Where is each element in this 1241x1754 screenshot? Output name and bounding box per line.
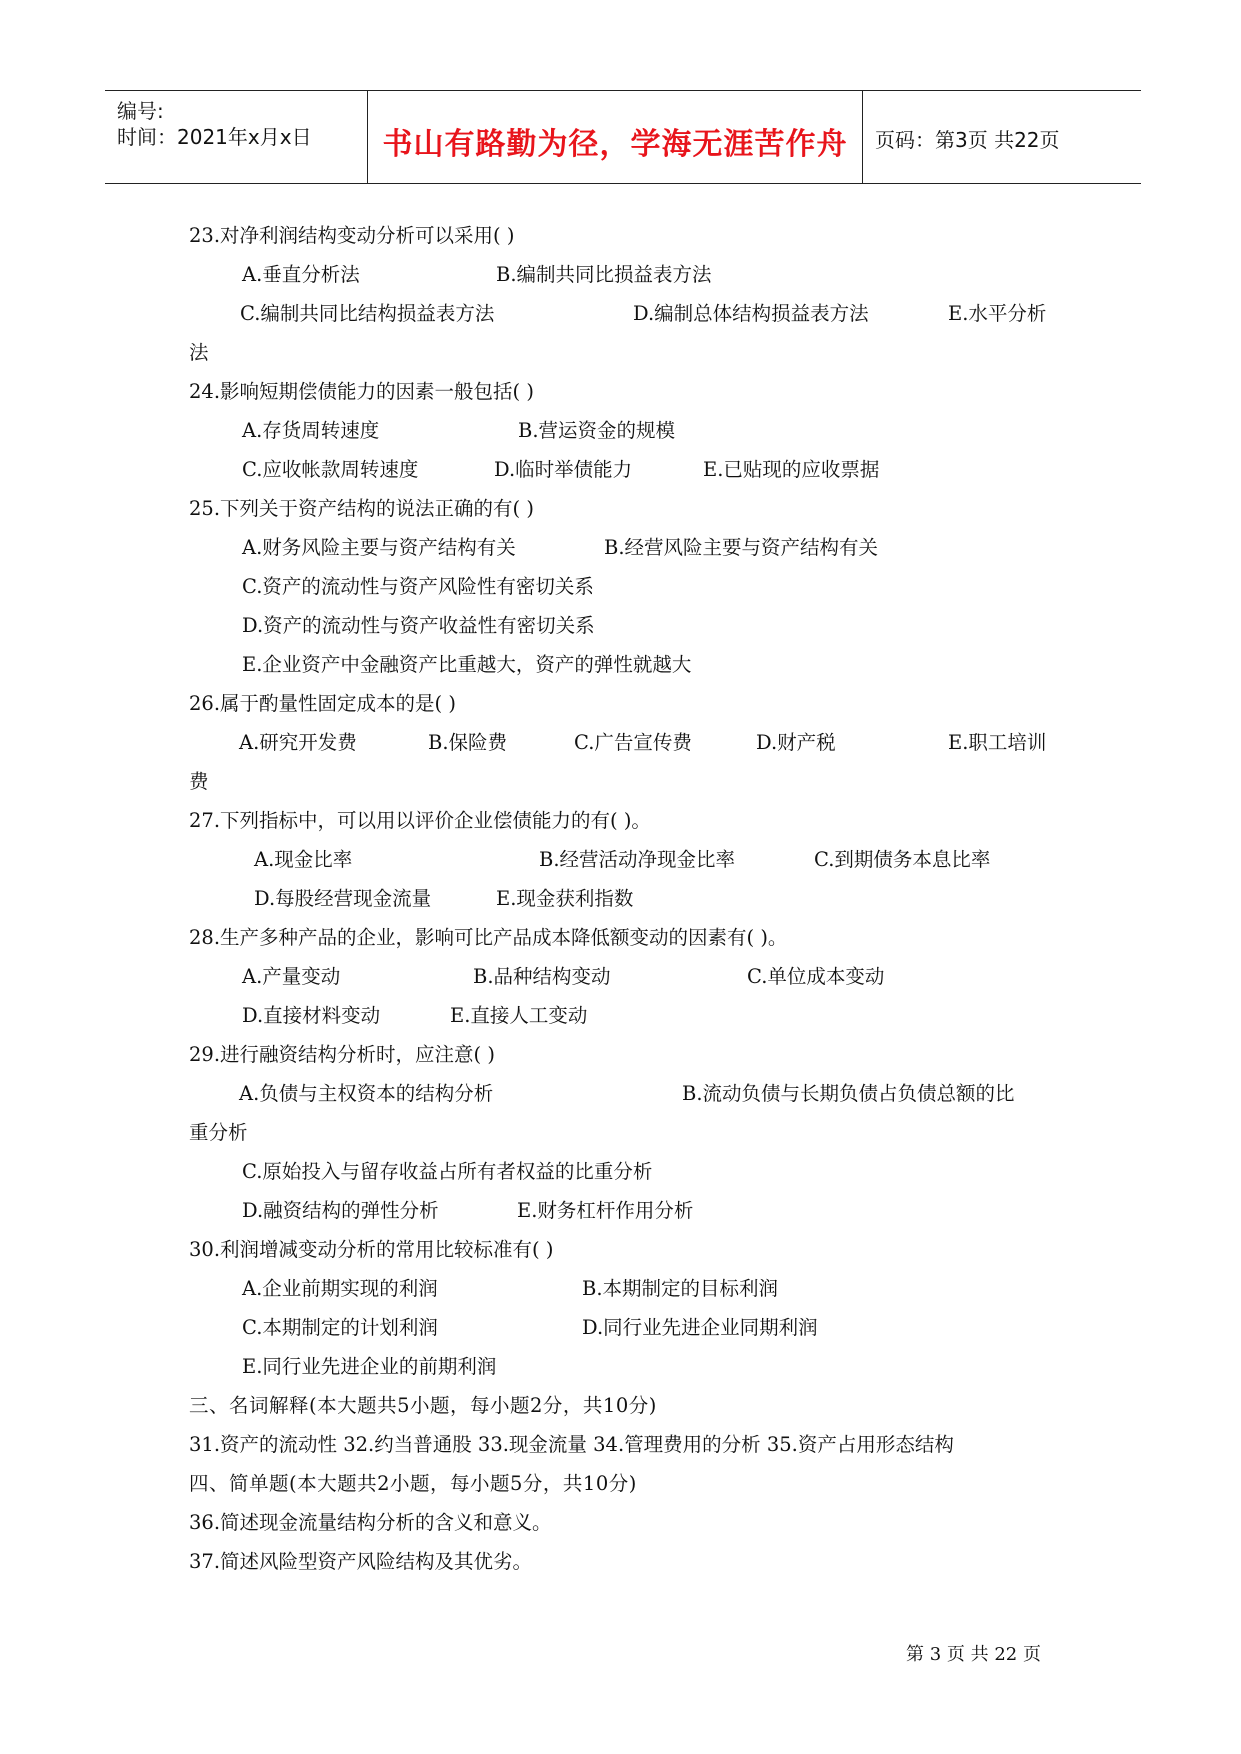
question-27-option-c: C.到期债务本息比率 <box>814 848 991 871</box>
question-29-option-a: A.负债与主权资本的结构分析 <box>239 1082 494 1105</box>
question-29-option-d: D.融资结构的弹性分析 <box>242 1199 439 1222</box>
question-25-option-e: E.企业资产中金融资产比重越大，资产的弹性就越大 <box>242 653 692 676</box>
page-header <box>105 90 1141 184</box>
document-time: 时间：2021年x月x日 <box>117 125 312 149</box>
question-26-option-e-continued: 费 <box>189 770 209 793</box>
question-24-option-b: B.营运资金的规模 <box>518 419 676 442</box>
question-27-option-b: B.经营活动净现金比率 <box>539 848 736 871</box>
page-footer: 第 3 页 共 22 页 <box>906 1644 1041 1665</box>
question-23-option-e: E.水平分析 <box>948 302 1047 325</box>
question-25-option-a: A.财务风险主要与资产结构有关 <box>242 536 516 559</box>
question-24-option-d: D.临时举债能力 <box>494 458 633 481</box>
question-23-option-a: A.垂直分析法 <box>242 263 360 286</box>
header-middle-cell <box>368 91 863 183</box>
question-37: 37.简述风险型资产风险结构及其优劣。 <box>189 1550 533 1573</box>
question-30-option-a: A.企业前期实现的利润 <box>242 1277 438 1300</box>
question-28-option-b: B.品种结构变动 <box>473 965 611 988</box>
question-28-stem: 28.生产多种产品的企业，影响可比产品成本降低额变动的因素有( )。 <box>189 926 788 949</box>
question-25-stem: 25.下列关于资产结构的说法正确的有( ) <box>189 497 534 520</box>
question-23-option-d: D.编制总体结构损益表方法 <box>633 302 869 325</box>
header-motto: 书山有路勤为径，学海无涯苦作舟 <box>382 127 848 162</box>
section-3-terms: 31.资产的流动性 32.约当普通股 33.现金流量 34.管理费用的分析 35.资产占用形态结构 <box>189 1433 954 1456</box>
question-24-option-a: A.存货周转速度 <box>242 419 380 442</box>
document-number-label: 编号: <box>117 99 164 123</box>
question-26-option-b: B.保险费 <box>428 731 508 754</box>
question-29-option-c: C.原始投入与留存收益占所有者权益的比重分析 <box>242 1160 653 1183</box>
question-28-option-e: E.直接人工变动 <box>450 1004 588 1027</box>
question-24-option-e: E.已贴现的应收票据 <box>703 458 880 481</box>
question-30-stem: 30.利润增减变动分析的常用比较标准有( ) <box>189 1238 554 1261</box>
question-28-option-c: C.单位成本变动 <box>747 965 885 988</box>
question-36: 36.简述现金流量结构分析的含义和意义。 <box>189 1511 552 1534</box>
section-3-title: 三、名词解释(本大题共5小题，每小题2分，共10分) <box>189 1394 657 1417</box>
question-30-option-b: B.本期制定的目标利润 <box>582 1277 779 1300</box>
question-25-option-d: D.资产的流动性与资产收益性有密切关系 <box>242 614 595 637</box>
question-30-option-e: E.同行业先进企业的前期利润 <box>242 1355 497 1378</box>
header-page-info: 页码：第3页 共22页 <box>875 128 1060 152</box>
question-29-option-b: B.流动负债与长期负债占负债总额的比 <box>682 1082 1015 1105</box>
question-26-option-e: E.职工培训 <box>948 731 1047 754</box>
question-29-stem: 29.进行融资结构分析时，应注意( ) <box>189 1043 495 1066</box>
question-25-option-c: C.资产的流动性与资产风险性有密切关系 <box>242 575 594 598</box>
question-27-option-e: E.现金获利指数 <box>496 887 634 910</box>
question-28-option-a: A.产量变动 <box>242 965 341 988</box>
question-30-option-c: C.本期制定的计划利润 <box>242 1316 438 1339</box>
section-4-title: 四、简单题(本大题共2小题，每小题5分，共10分) <box>189 1472 637 1495</box>
question-24-option-c: C.应收帐款周转速度 <box>242 458 419 481</box>
question-27-option-a: A.现金比率 <box>254 848 353 871</box>
question-23-stem: 23.对净利润结构变动分析可以采用( ) <box>189 224 515 247</box>
question-23-option-c: C.编制共同比结构损益表方法 <box>240 302 495 325</box>
question-26-stem: 26.属于酌量性固定成本的是( ) <box>189 692 456 715</box>
question-26-option-c: C.广告宣传费 <box>574 731 692 754</box>
question-27-stem: 27.下列指标中，可以用以评价企业偿债能力的有( )。 <box>189 809 651 832</box>
question-23-option-b: B.编制共同比损益表方法 <box>496 263 712 286</box>
question-29-option-e: E.财务杠杆作用分析 <box>517 1199 694 1222</box>
question-27-option-d: D.每股经营现金流量 <box>254 887 432 910</box>
header-right-cell <box>863 91 1141 183</box>
question-30-option-d: D.同行业先进企业同期利润 <box>582 1316 818 1339</box>
question-25-option-b: B.经营风险主要与资产结构有关 <box>604 536 879 559</box>
question-26-option-d: D.财产税 <box>756 731 836 754</box>
question-23-option-e-continued: 法 <box>189 341 209 364</box>
question-29-option-b-continued: 重分析 <box>189 1121 248 1144</box>
question-24-stem: 24.影响短期偿债能力的因素一般包括( ) <box>189 380 534 403</box>
question-28-option-d: D.直接材料变动 <box>242 1004 381 1027</box>
header-left-cell <box>105 91 368 183</box>
question-26-option-a: A.研究开发费 <box>239 731 357 754</box>
